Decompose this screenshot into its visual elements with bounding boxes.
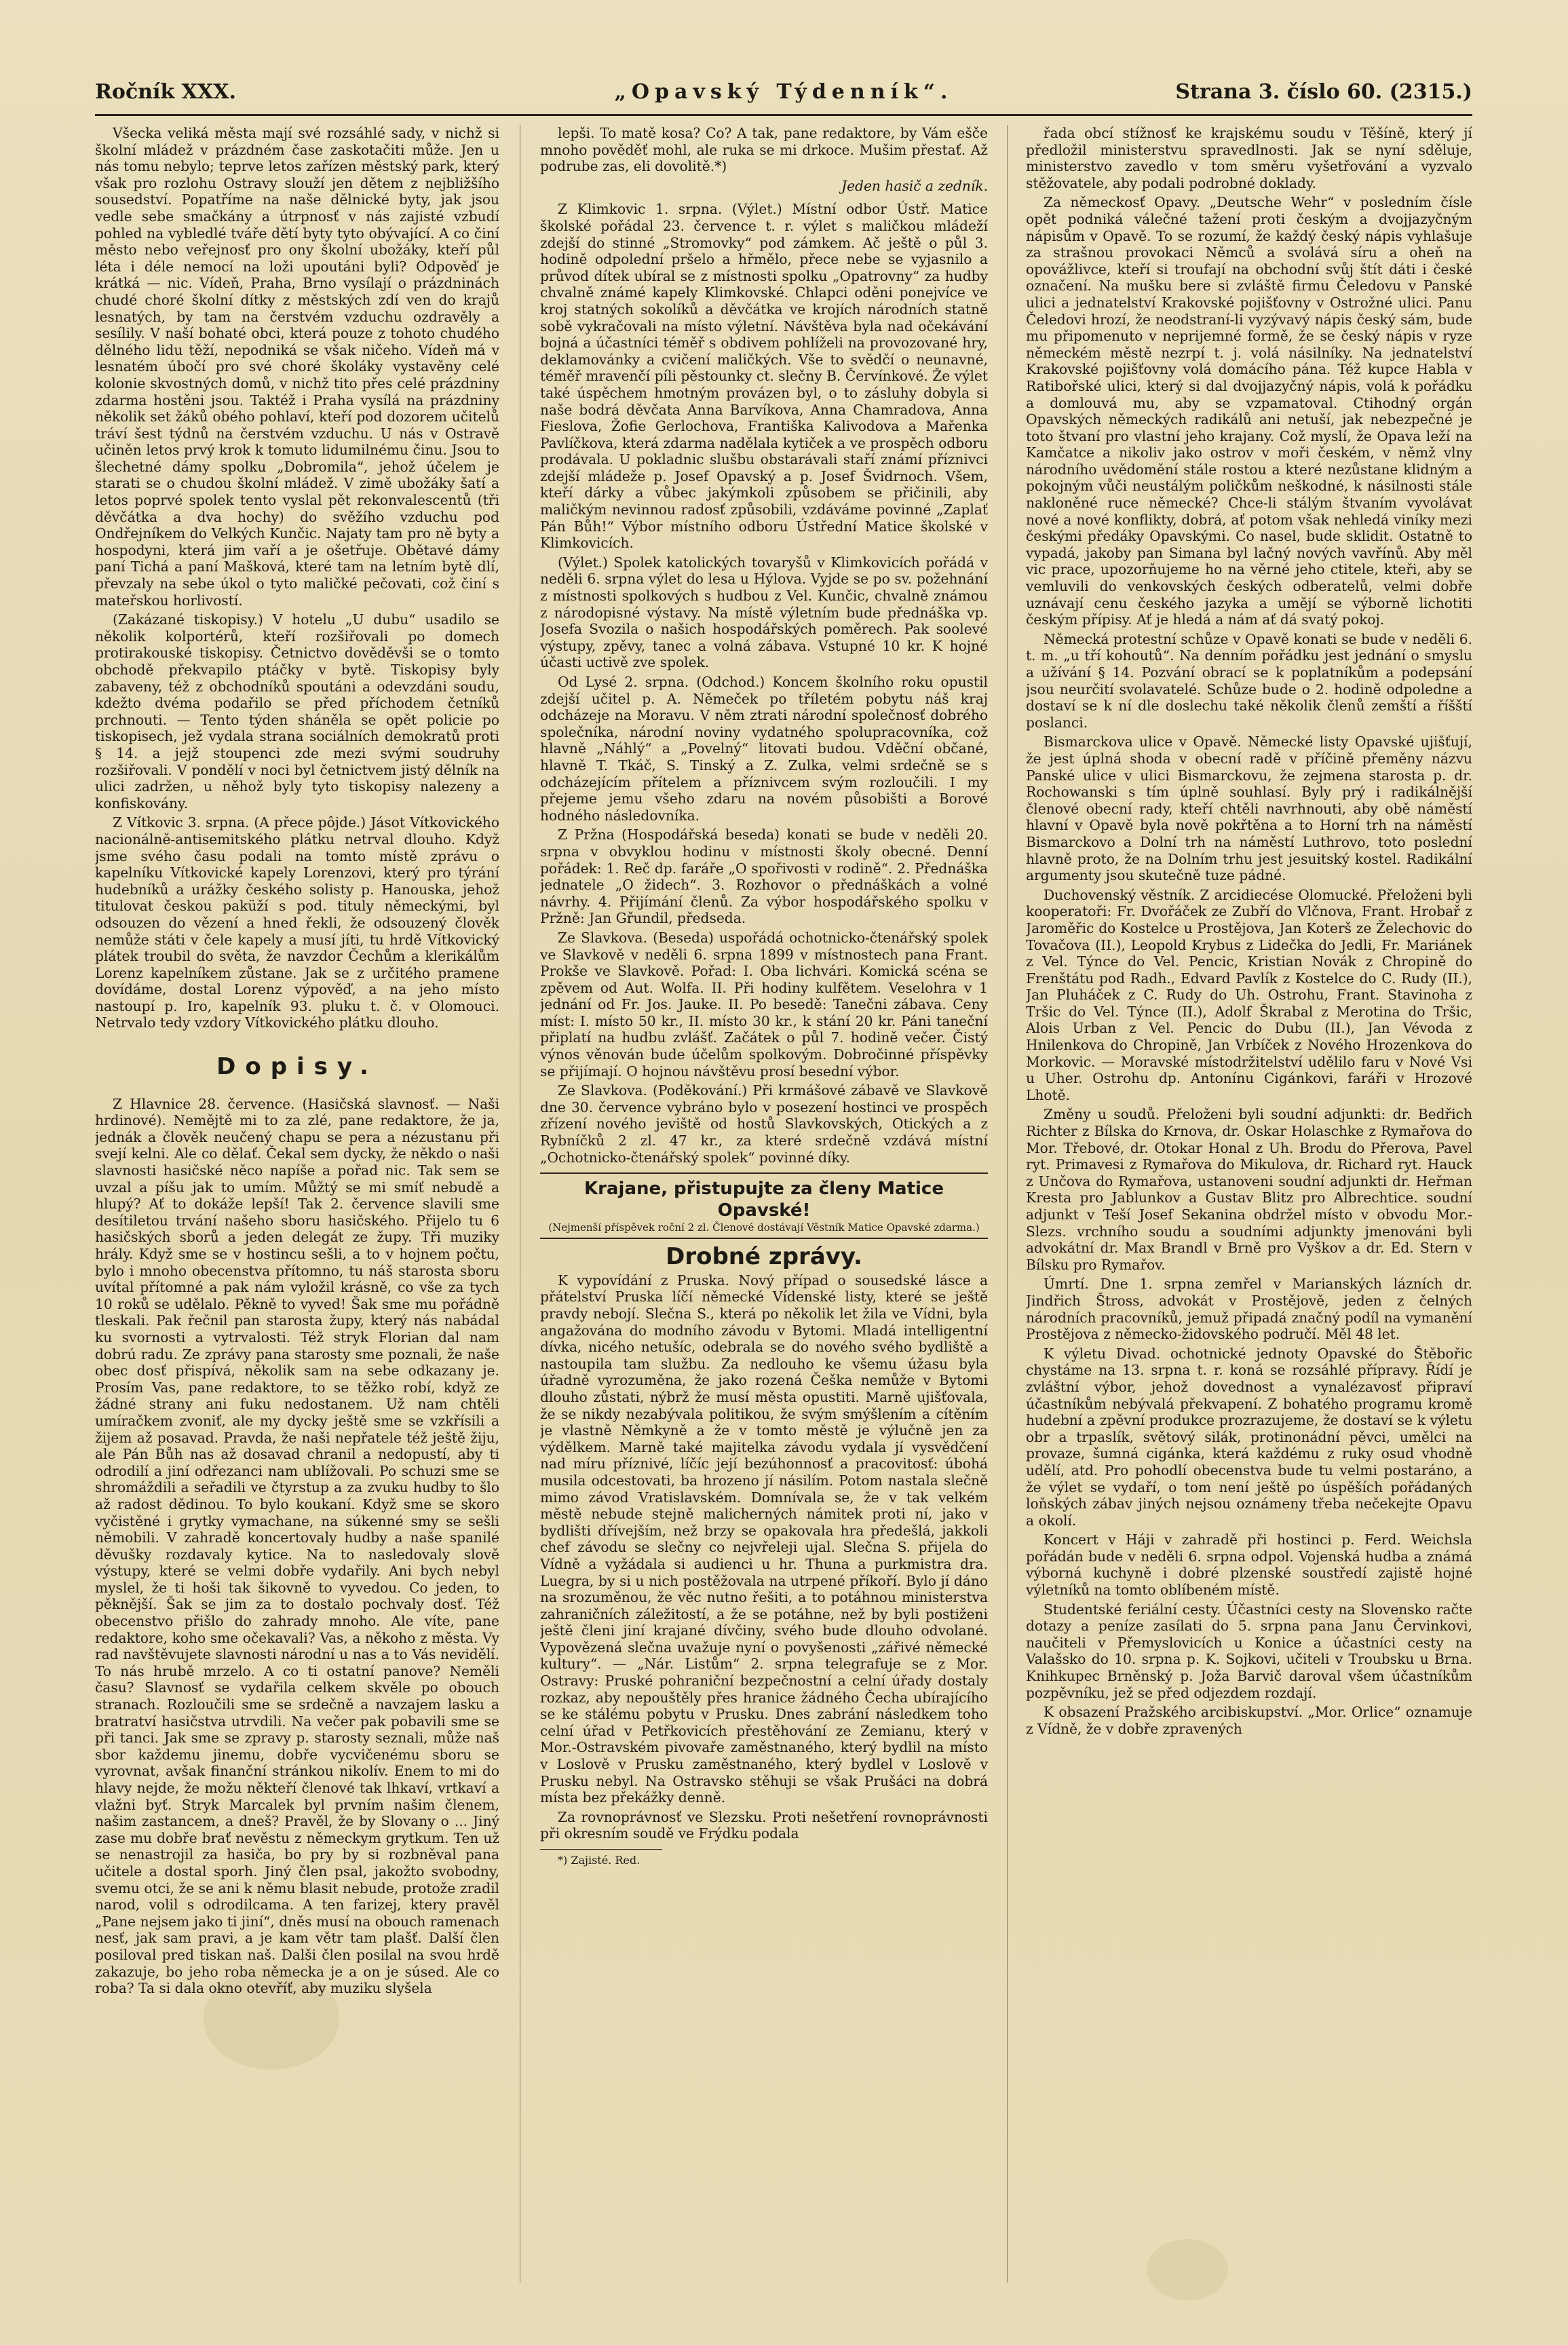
appeal-heading: Krajane, přistupujte za členy Matice Opavské! [584, 1179, 944, 1221]
appeal-note: (Nejmenší příspěvek roční 2 zl. Členové dostávají Věstník Matice Opavské zdarma.) [548, 1221, 980, 1234]
footnote-rule [540, 1849, 662, 1850]
footnote: *) Zajisté. Red. [558, 1854, 640, 1867]
author-signature: Jeden hasič a zedník. [841, 177, 988, 194]
page-number: Strana 3. číslo 60. (2315.) [1175, 80, 1472, 104]
article-paragraph: Úmrtí. Dne 1. srpna zemřel v Marianských lázních dr. Jindřich Štross, advokát v Prostějově, jeden z čelných národních pracovníků, jemuž připadá značný podíl na vymanění Prostějova z německo-židovského područí. Měl 48 let. [1026, 1276, 1472, 1343]
volume-label: Ročník XXX. [95, 80, 236, 104]
article-paragraph: Z Vítkovic 3. srpna. (A přece pôjde.) Jásot Vítkovického nacionálně-antisemitského plátku netrval dlouho. Když jsme svého času podali na tomto místě zprávu o kapelníku Vítkovické kapely Lorenzovi, který pro týrání hudebníků a urážky českého solisty p. Hanouska, jehož titulovat českou paküží s pod. tituly německými, byl odsouzen do vězení a hned řekli, že odsouzený člověk nemůže státi v čele kapely a musí jíti, tu hrdě Vítkovický plátek troubil do světa, že navzdor Čechům a klerikálům Lorenz kapelníkem zůstane. Jak se z určitého pramene dovídáme, dostal Lorenz výpověď, a na jeho místo nastoupí p. Iro, kapelník 93. pluku t. č. v Olomouci. Netrvalo tedy vzdory Vítkovického plátku dlouho. [95, 814, 499, 1031]
article-paragraph: lepši. To matě kosa? Co? A tak, pane redaktore, by Vám ešče mnoho pověděť mohl, ale ruka se mi drkoce. Mušim přestať. Až podrube zas, eli dovolitě.*) [540, 125, 988, 175]
article-paragraph: Ze Slavkova. (Poděkování.) Při krmášové zábavě ve Slavkově dne 30. července vybráno bylo v posezení hostinci ve prospěch zřízení nového jeviště od hostů Slavkovských, Otických a z Rybníčků 2 zl. 47 kr., za které srdečně vzdává místní „Ochotnicko-čtenářský spolek“ povinné díky. [540, 1082, 988, 1166]
article-paragraph: Od Lysé 2. srpna. (Odchod.) Koncem školního roku opustil zdejší učitel p. A. Němeček po tříletém pobytu náš kraj odcházeje na Moravu. V něm ztrati národní společnosť dobrého společníka, národní noviny vydatného spolupracovníka, což hlavně „Náhlý“ a „Povelný“ litovati budou. Vděční občané, hlavně T. Tkáč, S. Tinský a Z. Zulka, velmi srdečně se s odcházejícím přítelem a příznivcem svým rozloučili. I my přejeme jemu všeho zdaru na novém působišti a Borové hodného následovníka. [540, 674, 988, 824]
article-paragraph: Duchovenský věstník. Z arcidiecése Olomucké. Přeloženi byli kooperatoři: Fr. Dvořáček ze Zubří do Vlčnova, Frant. Hrobař z Jaroměřic do Kostelce u Prostějova, Jan Koterš ze Želechovic do Tovačova (II.), Leopold Krybus z Lidečka do Jedli, Fr. Mariánek z Vel. Týnce do Vel. Pencic, Kristian Novák z Chropině do Frenštátu pod Radh., Edvard Pavlík z Kostelce do C. Rudy (II.), Jan Pluháček z C. Rudy do Uh. Ostrohu, Frant. Stavinoha z Tršic do Vel. Týnce (II.), Adolf Škrabal z Merotina do Tršic, Alois Urban z Vel. Pencic do Dubu (II.), Jan Vévoda z Hnilenkova do Chropině, Jan Vrbíček z Nového Hrozenkova do Morkovic. — Moravské místodržitelství udělilo faru v Nové Vsi u Uher. Ostrohu dp. Antonínu Cigánkovi, faráři v Hrozové Lhotě. [1026, 886, 1472, 1103]
article-paragraph: Ze Slavkova. (Beseda) uspořádá ochotnicko-čtenářský spolek ve Slavkově v neděli 6. srpna 1899 v místnostech pana Frant. Prokše ve Slavkově. Pořad: I. Oba lichvári. Komická scéna se zpěvem od Aut. Wolfa. II. Při hodiny kulfětem. Veselohra v 1 jednání od Fr. Jos. Jauke. II. Po besedě: Tanečni zábava. Ceny míst: I. místo 50 kr., II. místo 30 kr., k stání 20 kr. Páni taneční připlatí na hudbu zvlášť. Začátek o půl 7. hodině večer. Čistý výnos věnován bude účelům spolkovým. Dobročinné příspěvky se přijímají. O hojnou návštěvu prosí besední výbor. [540, 929, 988, 1080]
article-paragraph: Za německosť Opavy. „Deutsche Wehr“ v posledním čísle opět podniká válečné tažení proti českým a dvojjazyčným nápisům v Opavě. To se rozumí, že každý český nápis vyhlašuje za strašnou provokaci Němců a svolává síru a oheň na opovážlivce, kteří si troufají na obchodní svůj štít dáti i české označení. Na mušku bere si zvláště firmu Čeledovu v Panské ulici a jednatelství Krakovské pojišťovny v Ostrožné ulici. Panu Čeledovi hrozí, že neodstraní-li vyzývavý nápis český sám, bude mu připomenuto v neprijemné formě, že se český nápis v ryze německém městě nezrpí t. j. volá násilníky. Na jednatelství Krakovské pojišťovny volá domácího pána. Též kupce Habla v Ratibořské ulici, který si dal dvojjazyčný nápis, volá k pořádku a domlouvá mu, aby se vzpamatoval. Ctihodný orgán Opavských německých radikálů ani netuší, jak nebezpečné je toto štvaní pro vlastní jeho krajany. Což myslí, že Opava leží na Kamčatce a nikoliv jako ostrov v moři českém, v němž vlny národního uvědomění stále rostou a které nezůstane klidným a pokojným vůči neustálým poličkům neškodné, k násilnosti stále nakloněné ruce německé? Chce-li stálým štvaním vyvolávat nové a nové konflikty, dobrá, ať potom však nehledá viníky mezi českými předáky Opavskými. Co nasel, bude sklidit. Ostatně to vypadá, jakoby pan Simana byl lačný nových vavřínů. Aby měl vic prace, upozorňujeme ho na věrné jeho ctitele, kteři, aby se vemluvili do venkovských českých odberatelů, velmi dobře uznávají cenu českého jazyka a umějí se výborně lichotiti českým přípisy. Ať je hledá a nám ať dá svatý pokoj. [1026, 194, 1472, 628]
article-paragraph: Německá protestní schůze v Opavě konati se bude v neděli 6. t. m. „u tří kohoutů“. Na denním pořádku jest jednání o smyslu a užívání § 14. Pozvání obrací se k poplatníkům a podepsání jsou neurčití svolavatelé. Schůze bude o 2. hodině odpoledne a dostaví se k ní dle doslechu také několik členů zemští a říšští poslanci. [1026, 630, 1472, 731]
column-1 [95, 125, 499, 2283]
column-3 [1026, 125, 1472, 2283]
article-paragraph: Za rovnoprávnosť ve Slezsku. Proti nešetření rovnoprávnosti při okresním soudě ve Frýdku podala [540, 1808, 988, 1842]
article-paragraph: K vypovídání z Pruska. Nový případ o sousedské lásce a přátelství Pruska líčí německé Vídenské listy, které se ještě pravdy nebojí. Slečna S., která po několik let žila ve Vídni, byla angažována do modního závodu v Bytomi. Mladá intelligentní dívka, nicého netušíc, odebrala se do nového svého bydliště a nastoupila tam službu. Za nedlouho ke všemu úžasu byla úřadně vyrozuměna, že jako rozená Češka nemůže v Bytomi dlouho zůstati, nýbrž že musí města opustiti. Marně ujišťovala, že se nikdy nezabývala politikou, že svým smýšlením a cítěním je vlastně Němkyně a že v tomto městě je výlučně jen za výdělkem. Marně také majitelka závodu vydala jí vysvědčení nad míru příznivé, líčíc její bezúhonnosť a pracovitosť: úbohá musila odcestovati, ba hrozeno jí násilím. Potom nastala slečně mimo závod Vratislavském. Domnívala se, že v tak velkém městě nebude stejně malicherných námitek proti ní, jako v bydlišti dřívejším, než brzy se opakovala hra předešlá, jakkoli chef závodu se slečny co nejvřeleji ujal. Slečna S. přijela do Vídně a vyžádala si audienci u hr. Thuna a purkmistra drа. Luegra, by si u nich postěžovala na utrpené příkoří. Bylo jí dáno na srozuměnou, že věc nutno řešiti, a to potáhnou ministerstva zahraničních záležitostí, a že se potáhne, než by byli postiženi ještě členi jiní krajané dívčiny, svého bude dlouho odvolané. Vypovězená slečna uvažuje nyní o povyšenosti „zářivé německé kultury“. — „Nár. Listům“ 2. srpna telegrafuje se z Mor. Ostravy: Pruské pohraniční bezpečnostní a celní úřady dostaly rozkaz, aby nepouštěly přes hranice žádného Čecha ubírajícího se ke stálému pobytu v Prusku. Dnes zabrání následkem toho celní úřad v Petřkovicích přestěhování ze Zemianu, který v Mor.-Ostravském pivovaře zaměstnaného, který bydlil na místo v Loslově v Prusku zaměstnaného, který bydlel v Loslově v Prusku nebyl. Na Ostravsko stěhuji se však Prušáci na dobrá místa bez překážky denně. [540, 1272, 988, 1806]
article-paragraph: Z Hlavnice 28. července. (Hasičská slavnosť. — Naši hrdinové). Nemějtě mi to za zlé, pane redaktore, že ja, jednák a člověk neučený chapu se pera a nézustanu při svejí kelni. Ale co dělať. Čekal sem dycky, že někdo o naši slavnosti hasičské něco napíše a pořad nic. Tak sem se uvzal a píšu jak to umím. Můžtý se mi smíť nebudě a hlupý? Ať to dokáže lepší! Tak 2. července slavili sme desítiletou trvání našeho sboru hasičského. Přijelo tu 6 hasičských sborů a jeden delegát ze župy. Tři muziky hrály. Když sme se v hostincu sešli, a to v hojnem počtu, bylo i mnoho obecenstva přítomno, tu náš starosta sboru uvítal přítomné a pak nám vyložil krásně, co vše za tych 10 roků se udělalo. Pěkně to vyved! Šak sme mu pořádně tleskali. Pak řečnil pan starosta župy, který nás nabádal ku svornosti a vytrvalosti. Též stryk Florian dal nam dobrú radu. Ze zprávy pana starosty sme poznali, že naše obec dosť přispívá, několik sam na sebe odkazany je. Prosím Vas, pane redaktore, to se těžko robí, když ze žádné strany ani fuku nedostanem. Už nam chtěli umíračkem zvoniť, ale my dycky ještě sme se vzkřísili a žijem až posavad. Pravda, že naši nepřatele též ještě žiju, ale Pán Bůh nas až dosavad chranil a nedopustí, aby ti odrodilí a jiní odřezanci nam ublížovali. Po schuzi sme se shromáždili a seřadili ve čtyrstup a za zvuku hudby to šlo až radost dědinou. To bylo koukaní. Když sme se skoro vyčistěné i grytky vymachane, na súkenné smy se sešli němobili. V zahradě koncertovaly hudby a naše spanilé děvušky rozdavaly kytice. Na to nasledovaly slově výstupy, které se velmi dobře vydařily. Ani bych nebyl myslel, že ti hoši tak šikovně to vyvedou. Co jeden, to pěknější. Šak se jim za to dostalo pochvaly dosť. Též obecenstvo přišlo do zahrady mnoho. Ale víte, pane redaktore, koho sme očekavali? Vas, a někoho z města. Vy rad navštěvujete slavnosti národní u nas a to Vás nevidělí. To nás hrubě mrzelo. A co ti ostatní panove? Neměli času? Slavnosť se vydařila celkem skvěle po obouch stranach. Rozloučili sme se srdečně a navzajem lasku a bratratví hasičstva utrvdili. Na večer pak pobavili sme se při tanci. Jak sme se zpravy p. starosty seznali, může naš sbor každemu jinemu, dobře vycvičenému sboru se vyrovnat, avšak finanční stránkou nikolív. Enem to mi do hlavy nejde, že možu někteří členové tak lhkaví, vrtkaví a vlažni byť. Stryk Marcalek byl prvním našim členem, našim zastancem, a dneš? Pravěl, že by Slovany o ... Jiný zase mu dobře brať nevěstu z německym grytkum. Ten už se nenastrojil za hasiča, bo pry by si rozbněval pana učitele a dostal sporh. Jiný člen psal, jakožto svobodny, svemu otci, že se ani k němu blasit nebude, protože zradil narod, volil s odrodilcama. A ten farizej, ktery pravěl „Pane nejsem jako ti jiní“, dněs musí na obouch ramenach nesť, jak sam pravi, a je kam větr tam plašť. Další člen posiloval pred tiskan naš. Dalši člen posilal na svou hrdě zakazuje, bo jeho roba německa je a on je súsed. Ale co roba? Ta si dala okno otevříť, aby muziku slyšela [95, 1095, 499, 1997]
column-divider [1007, 125, 1008, 2283]
matice-appeal-box [540, 1172, 988, 1239]
article-paragraph: (Výlet.) Spolek katolických tovaryšů v Klimkovicích pořádá v neděli 6. srpna výlet do lesa u Hýlova. Vyjde se po sv. požehnání z místnosti spolkových s hudbou z Vel. Kunčic, chvalně známou z národopisné výstavy. Na místě výletním bude přednáška vp. Josefa Svozila o našich hospodářských poměrech. Pak soolevé výstupy, zpěvy, tanec a volná zábava. Vstupné 10 kr. K hojné účasti uctivě zve spolek. [540, 554, 988, 671]
article-paragraph: K výletu Divad. ochotnické jednoty Opavské do Štěbořic chystáme na 13. srpna t. r. koná se rozsáhlé přípravy. Řídí je zvláštní výbor, jehož dovednost a vynalézavosť připraví účastníkům nebývalá překvapení. Z bohatého programu kromě hudební a zpěvní produkce prozrazujeme, že dostaví se k výletu obr a trpaslík, světový silák, protinonádní pěvci, umělci na provaze, šumná cigánka, která každému z ruky osud vhodně udělí, atd. Pro pohodlí obecenstva bude tu velmi postaráno, a že výlet se vydaří, o tom není ještě po úspěších pořádaných loňských zábav jiných nejsou oznámeny třeba nečekejte Opavu a okolí. [1026, 1345, 1472, 1529]
article-paragraph: Změny u soudů. Přeloženi byli soudní adjunkti: dr. Bedřich Richter z Bílska do Krnova, dr. Oskar Holaschke z Rymařova do Mor. Třebové, dr. Otokar Honal z Uh. Brodu do Přerova, Pavel ryt. Primavesi z Rymařova do Mikulova, dr. Richard ryt. Hauck z Unčova do Rymařova, ustanoveni soudní adjunkti dr. Heřman Kresta pro Jablunkov a Gustav Blitz pro Albrechtice. soudní adjunkt v Teší Josef Sekanina obdržel místo v obvodu Mor.-Slezs. vrchního soudu a soudními adjunkty jmenováni byli advokátní dr. Max Brandl v Brně pro Vyškov a dr. Ed. Stern v Bílsku pro Rymařov. [1026, 1106, 1472, 1273]
newspaper-title: „Opavský Týdenník“. [614, 80, 953, 104]
article-paragraph: K obsazení Pražského arcibiskupství. „Mor. Orlice“ oznamuje z Vídně, že v dobře zpravených [1026, 1704, 1472, 1737]
article-paragraph: (Zakázané tiskopisy.) V hotelu „U dubu“ usadilo se několik kolportérů, kteří rozšiřovali po domech protirakouské tiskopisy. Četnictvo dověděvši se o tomto obchodě překvapilo ptáčky v bytě. Tiskopisy byly zabaveny, též z obchodníků spoutáni a odevzdáni soudu, kdežto dvéma podařilo se před příchodem četníků prchnouti. — Tento týden sháněla se opět policie po tiskopisech, jež vydala strana sociálních demokratů proti § 14. a jejž stoupenci zde mezi svými soudruhy rozšiřovali. V pondělí v noci byl četnictvem jistý dělník na ulici zadržen, u něhož byly tyto tiskopisy nalezeny a konfiskovány. [95, 611, 499, 812]
section-heading-dopisy: Dopisy. [216, 1053, 378, 1081]
article-paragraph: Všecka veliká města mají své rozsáhlé sady, v nichž si školní mládež v prázdném čase zaskotačiti může. Jen u nás tomu nebylo; teprve letos zařízen městský park, který však pro rozlohu Ostravy slouží jen dětem z nejbližšího sousedství. Popatříme na naše dělnické byty, jak jsou vedle sebe smačkány a útrpnosť v nás zajisté vzbudí pohled na vybledlé tváře dětí byty tyto obývající. A co činí město nebo veřejnosť pro ony školní ubožáky, kteří půl léta i déle nemocí na loži upoutáni byli? Odpověď je krátká — nic. Vídeň, Praha, Brno vysílají o prázdninách chudé choré školní dítky z městských zdí ven do krajů lesnatých, by tam na čerstvém vzduchu ozdravěly a sesílily. V naší bohaté obci, která pouze z tohoto chudého dělného lidu těží, nepodniká se však ničeho. Vídeň má v lesnatém úbočí pro své choré školáky vystavěny celé kolonie skvostných domů, v nichž tito přes celé prázdniny zdarma hostěni jsou. Taktéž i Praha vysílá na prázdniny několik set žáků obého pohlaví, kteří pod dozorem učitelů tráví šest týdnů na čerstvém vzduchu. U nás v Ostravě učiněn letos prvý krok k tomuto lidumilnému činu. Jsou to šlechetné dámy spolku „Dobromila“, jehož účelem je starati se o chudou školní mládež. V zimě ubožáky šatí a letos poprvé spolek tento vyslal pět rekonvalescentů (tři děvčátka a dva hochy) do svěžího vzduchu pod Ondřejníkem do Velkých Kunčic. Najaty tam pro ně byty a hospodyni, která jim vaří a je ošetřuje. Obětavé dámy paní Tichá a paní Mašková, které tam na letním bytě dlí, převzaly na sebe úkol o tyto maličké pečovati, což činí s mateřskou horlivostí. [95, 125, 499, 609]
article-paragraph: Bismarckova ulice v Opavě. Německé listy Opavské ujišťují, že jest úplná shoda v obecní radě v příčině přeměny názvu Panské ulice v ulici Bismarckovu, že zejmena starosta p. dr. Rochowanski s tím úplně souhlasí. Byly prý i radikálnější členové obecní rady, kteří chtěli navrhnouti, aby obě náměstí hlavní v Opavě byla nově pokřtěna a to Horní trh na náměstí Bismarckovo a Dolní trh na náměstí Luthrovo, toto poslední hlavně proto, že na Dolním trhu jest jesuitský kostel. Radikální argumenty jsou skutečně tuze pádné. [1026, 733, 1472, 884]
article-paragraph: Z Pržna (Hospodářská beseda) konati se bude v neděli 20. srpna v obvyklou hodinu v místnosti školy obecné. Denní pořádek: 1. Reč dp. faráře „O spořivosti v rodině“. 2. Přednáška jednatele „O židech“. 3. Rozhovor o přednáškách a volné návrhy. 4. Přijímání členů. Za výbor hospodářského spolku v Pržně: Jan Gřundil, předseda. [540, 826, 988, 927]
running-header [95, 80, 1472, 114]
column-2 [540, 125, 988, 2283]
article-paragraph: Koncert v Háji v zahradě při hostinci p. Ferd. Weichsla pořádán bude v neděli 6. srpna odpol. Vojenská hudba a známá výborná kuchyně i dobré plzenské soustředí zajistě hojné výletníků na tomto oblíbeném místě. [1026, 1531, 1472, 1599]
article-paragraph: Z Klimkovic 1. srpna. (Výlet.) Místní odbor Ústř. Matice školské pořádal 23. července t. r. výlet s maličkou mládeží zdejší do stinné „Stromovky“ pod zámkem. Ač ještě o půl 3. hodině odpolední pršelo a hřmělo, přece nebe se vyjasnilo a průvod dítek ubíral se z místnosti spolku „Opatrovny“ za hudby chvalně známé kapely Klimkovské. Chlapci oděni ponejvíce ve kroj statných sokolíků a děvčátka ve krojích národních statně sobě vykračovali na místo výletní. Návštěva byla nad očekávání bojná a účastníci téměř s obdivem pohlíželi na provozované hry, deklamovánky a cvičení maličkých. Vše to svědčí o neunavné, téměř mravenčí píli pěstounky ct. slečny B. Červínkové. Že výlet také úspěchem hmotným provázen byl, o to zásluhy dobyla si naše bodrá děvčata Anna Barvíkova, Anna Chamradova, Anna Fieslova, Žofie Gerlochova, Františka Kalivodova a Mařenka Pavlíčkova, která zdarma nadělala kytiček a ve prospěch odboru prodávala. U pokladnic slušbu obstarávali staří známí příznivci zdejší mládeže p. Josef Opavský a p. Josef Švidrnoch. Všem, kteří dárky a vůbec jakýmkoli způsobem se přičinili, aby maličkým nevinnou radosť způsobili, vzdáváme povinné „Zaplať Pán Bůh!“ Výbor místního odboru Ústřední Matice školské v Klimkovicích. [540, 201, 988, 552]
article-paragraph: Studentské feriální cesty. Účastníci cesty na Slovensko račte dotazy a peníze zasílati do 5. srpna pana Janu Červinkovi, naučiteli v Přemyslovicích u Konice a účastníci cesty na Valašsko do 10. srpna p. K. Sojkovi, učiteli v Troubsku u Brna. Knihkupec Brněnský p. Joža Barvič daroval všem účastníkům pozpěvníku, jež se před odjezdem rozdají. [1026, 1601, 1472, 1701]
header-rule [95, 114, 1472, 116]
article-paragraph: řada obcí stížnosť ke krajskému soudu v Těšíně, který jí předložil ministerstvu spravedlnosti. Jak se nyní sděluje, ministerstvo zavedlo v tom směru vyšetřování a vyzvalo stěžovatele, aby podali podrobné doklady. [1026, 125, 1472, 191]
section-heading-drobne-zpravy: Drobné zprávy. [666, 1243, 862, 1271]
